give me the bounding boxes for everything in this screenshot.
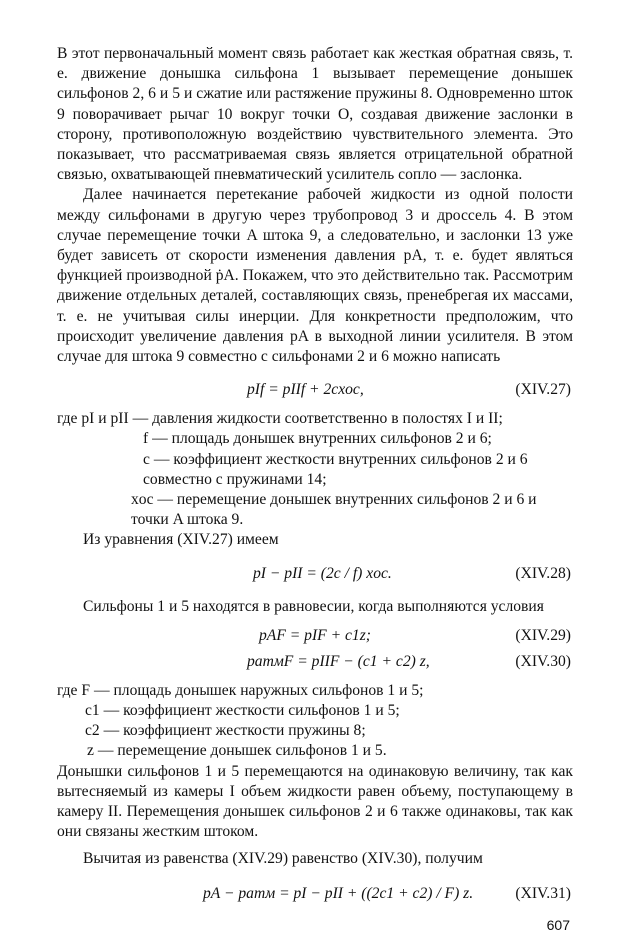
definition-text: коэффициент жесткости внутренних сильфонов 2 и 6 совместно с пружинами 14; <box>143 450 528 488</box>
definition-text: коэффициент жесткости сильфонов 1 и 5; <box>123 702 400 720</box>
paragraph-from-equation: Из уравнения (XIV.27) имеем <box>83 531 279 549</box>
definition-symbol: c1 — <box>85 702 120 720</box>
paragraph-3: Сильфоны 1 и 5 находятся в равновесии, когда выполняются условия <box>83 597 544 615</box>
equation-number: (XIV.29) <box>515 626 571 644</box>
equation-body: pIf = pIIf + 2cxoc, <box>247 381 364 399</box>
definition-symbol: c — <box>143 450 170 468</box>
equation-body: pA − pатм = pI − pII + ((2c1 + c2) / F) z. <box>203 884 474 902</box>
definition-symbol: xoc — <box>131 491 174 509</box>
equation-xiv-31 <box>57 879 573 909</box>
definition-symbol: c2 — <box>85 722 120 740</box>
equation-xiv-29 <box>57 623 573 649</box>
equation-xiv-27 <box>57 377 573 403</box>
definition-text: площадь донышек наружных сильфонов 1 и 5; <box>113 681 424 699</box>
definition-row <box>57 429 573 449</box>
definition-symbol: где pI и pII — <box>57 410 149 428</box>
definition-row <box>57 721 573 741</box>
equation-number: (XIV.31) <box>515 884 571 902</box>
definition-symbol: f — <box>143 430 168 448</box>
main-text <box>57 44 573 909</box>
paragraph-1: В этот первоначальный момент связь работает как жесткая обратная связь, т. е. движение донышка сильфона 1 вызывает перемещение донышек сильфонов 2, 6 и 5 и сжатие или растяжение пружины 8. Одновременно шток 9 поворачивает рычаг 10 вокруг точки O, создавая движение заслонки в сторону, противоположную воздействию чувствительного элемента. Это показывает, что рассматриваемая связь является отрицательной обратной связью, охватывающей пневматический усилитель сопло — заслонка. <box>57 45 573 184</box>
definition-text: площадь донышек внутренних сильфонов 2 и 6; <box>171 430 492 448</box>
equation-number: (XIV.28) <box>515 564 571 582</box>
page-number: 607 <box>546 917 570 933</box>
definition-text: перемещение донышек внутренних сильфонов 2 и 6 и точки A штока 9. <box>131 491 537 529</box>
paragraph-2: Далее начинается перетекание рабочей жидкости из одной полости между сильфонами в другую через трубопровод 3 и дроссель 4. В этом случае перемещение точки A штока 9, а следовательно, и заслонки 13 уже будет зависеть от скорости изменения давления pA, т. е. будет являться функцией производной ṗA. Покажем, что это действительно так. Рассмотрим движение отдельных деталей, составляющих связь, пренебрегая их массами, т. е. не учитывая силы инерции. Для конкретности предположим, что происходит увеличение давления pA в выходной линии усилителя. В этом случае для штока 9 совместно с сильфонами 2 и 6 можно написать <box>57 186 573 366</box>
equation-number: (XIV.27) <box>515 381 571 399</box>
paragraph-4: Донышки сильфонов 1 и 5 перемещаются на одинаковую величину, так как вытесняемый из камеры I объем жидкости равен объему, поступающему в камеру II. Перемещения донышек сильфонов 2 и 6 также одинаковы, так как они связаны жестким штоком. <box>57 762 573 841</box>
equation-number: (XIV.30) <box>515 652 571 670</box>
definition-text: давления жидкости соответственно в полостях I и II; <box>152 410 503 428</box>
paragraph-5: Вычитая из равенства (XIV.29) равенство (XIV.30), получим <box>83 849 483 867</box>
equation-body: pатмF = pIIF − (c1 + c2) z, <box>247 652 430 670</box>
definition-text: перемещение донышек сильфонов 1 и 5. <box>117 742 387 760</box>
equation-body: pAF = pIF + c1z; <box>259 626 371 644</box>
definition-symbol: где F — <box>57 681 110 699</box>
definition-row <box>57 409 573 429</box>
definition-row <box>57 681 573 701</box>
where-list-2 <box>57 681 573 762</box>
equation-xiv-30 <box>57 649 573 675</box>
where-list-1 <box>57 409 573 530</box>
definition-symbol: z — <box>87 742 114 760</box>
definition-text: коэффициент жесткости пружины 8; <box>123 722 366 740</box>
definition-row <box>57 490 573 530</box>
definition-row <box>57 450 573 490</box>
equation-body: pI − pII = (2c / f) xoc. <box>253 564 392 582</box>
definition-row <box>57 701 573 721</box>
equation-xiv-28 <box>57 561 573 587</box>
definition-row <box>57 741 573 761</box>
